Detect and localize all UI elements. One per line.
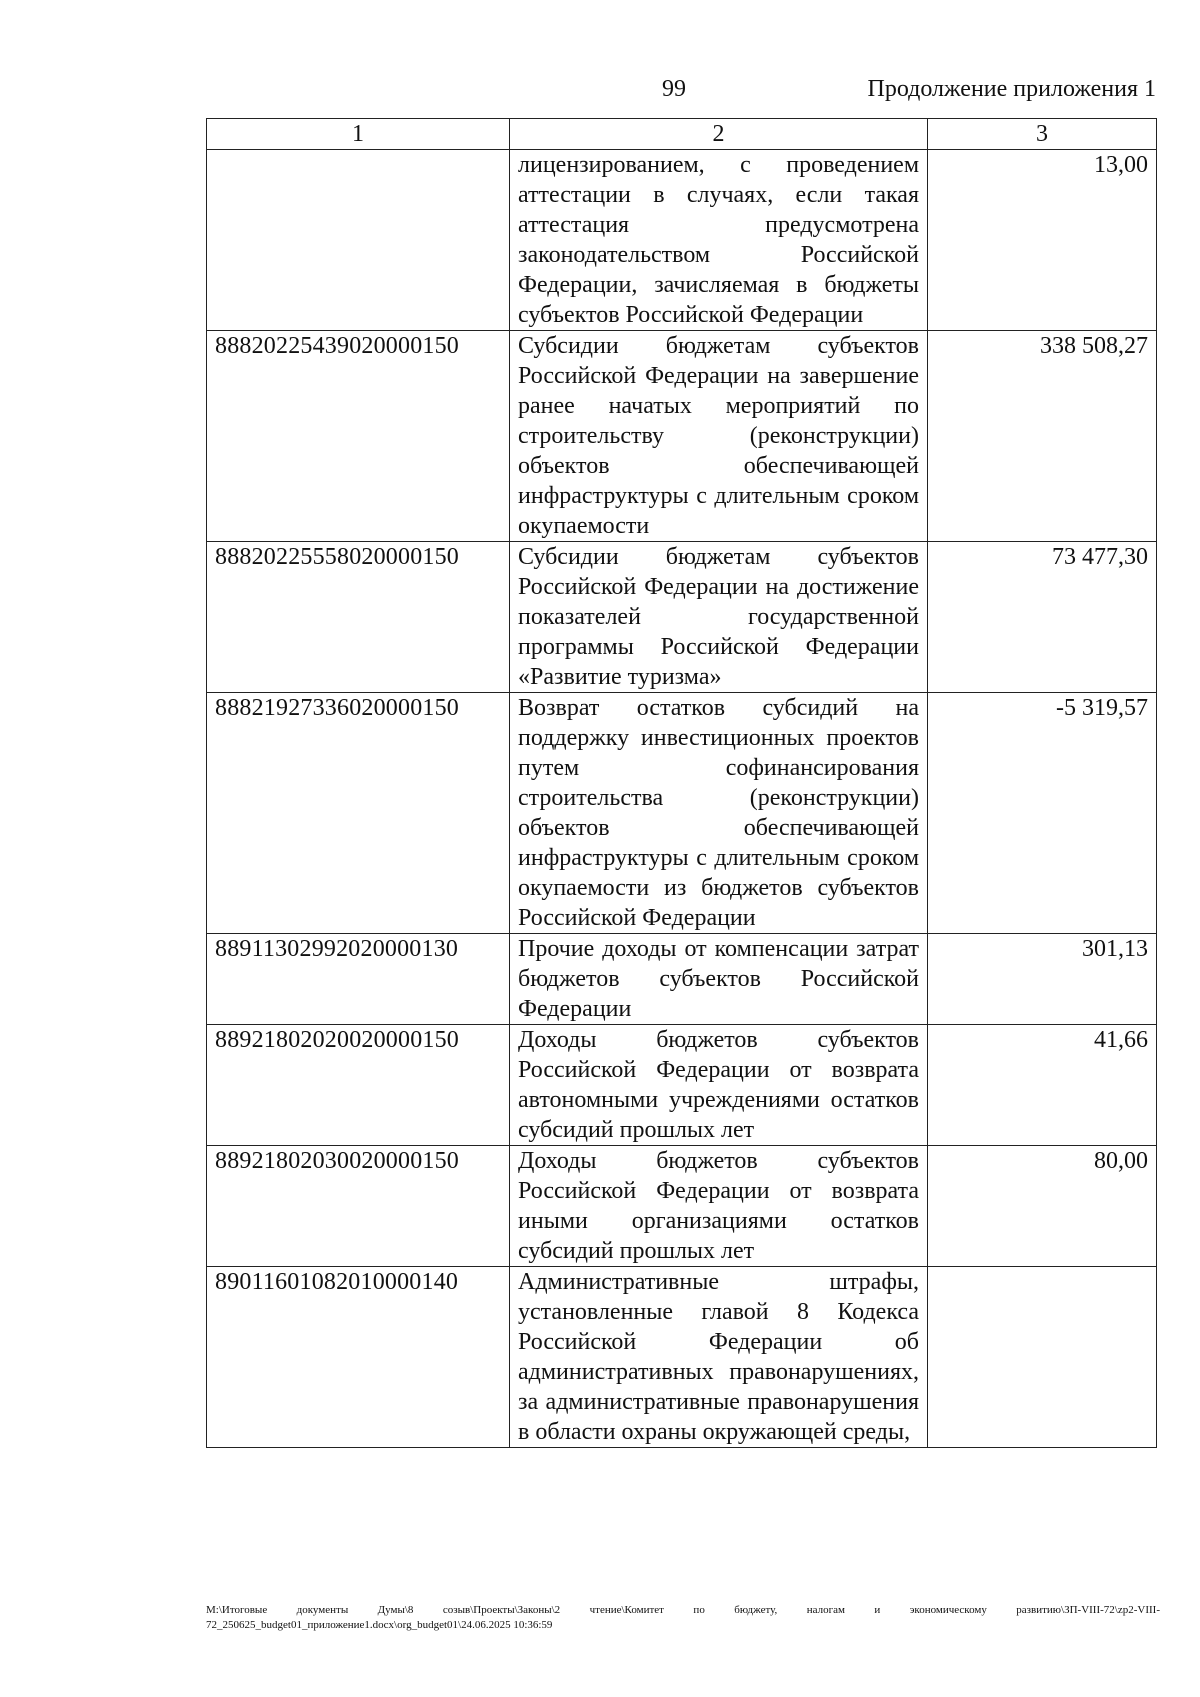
page-number: 99 bbox=[662, 76, 686, 102]
amount: -5 319,57 bbox=[928, 693, 1157, 934]
budget-code: 88820225558020000150 bbox=[207, 542, 510, 693]
table-row bbox=[207, 1025, 1157, 1146]
description: Административные штрафы, установленные главой 8 Кодекса Российской Федерации об административных правонарушениях, за административные правонарушения в области охраны окружающей среды, bbox=[510, 1267, 928, 1448]
amount: 13,00 bbox=[928, 150, 1157, 331]
amount: 41,66 bbox=[928, 1025, 1157, 1146]
budget-code: 88911302992020000130 bbox=[207, 934, 510, 1025]
table-row bbox=[207, 150, 1157, 331]
description: лицензированием, с проведением аттестации в случаях, если такая аттестация предусмотрена законодательством Российской Федерации, зачисляемая в бюджеты субъектов Российской Федерации bbox=[510, 150, 928, 331]
table-row bbox=[207, 1267, 1157, 1448]
budget-code: 88921802020020000150 bbox=[207, 1025, 510, 1146]
column-header: 2 bbox=[510, 119, 928, 150]
table-row bbox=[207, 1146, 1157, 1267]
amount: 301,13 bbox=[928, 934, 1157, 1025]
description: Доходы бюджетов субъектов Российской Федерации от возврата иными организациями остатков субсидий прошлых лет bbox=[510, 1146, 928, 1267]
description: Субсидии бюджетам субъектов Российской Федерации на завершение ранее начатых мероприятий по строительству (реконструкции) объектов обеспечивающей инфраструктуры с длительным сроком окупаемости bbox=[510, 331, 928, 542]
budget-code: 88821927336020000150 bbox=[207, 693, 510, 934]
budget-code bbox=[207, 150, 510, 331]
budget-table bbox=[206, 118, 1157, 1448]
description: Субсидии бюджетам субъектов Российской Федерации на достижение показателей государственной программы Российской Федерации «Развитие туризма» bbox=[510, 542, 928, 693]
description: Доходы бюджетов субъектов Российской Федерации от возврата автономными учреждениями остатков субсидий прошлых лет bbox=[510, 1025, 928, 1146]
table-row bbox=[207, 542, 1157, 693]
table-row bbox=[207, 934, 1157, 1025]
table-row bbox=[207, 693, 1157, 934]
budget-code: 89011601082010000140 bbox=[207, 1267, 510, 1448]
amount: 338 508,27 bbox=[928, 331, 1157, 542]
budget-code: 88820225439020000150 bbox=[207, 331, 510, 542]
description: Прочие доходы от компенсации затрат бюджетов субъектов Российской Федерации bbox=[510, 934, 928, 1025]
budget-code: 88921802030020000150 bbox=[207, 1146, 510, 1267]
column-header: 1 bbox=[207, 119, 510, 150]
amount bbox=[928, 1267, 1157, 1448]
description: Возврат остатков субсидий на поддержку инвестиционных проектов путем софинансирования строительства (реконструкции) объектов обеспечивающей инфраструктуры с длительным сроком окупаемости из бюджетов субъектов Российской Федерации bbox=[510, 693, 928, 934]
amount: 73 477,30 bbox=[928, 542, 1157, 693]
amount: 80,00 bbox=[928, 1146, 1157, 1267]
table-row bbox=[207, 331, 1157, 542]
column-header: 3 bbox=[928, 119, 1157, 150]
continuation-label: Продолжение приложения 1 bbox=[867, 76, 1156, 102]
table-header-row bbox=[207, 119, 1157, 150]
file-path-footer: M:\Итоговые документы Думы\8 созыв\Проекты\Законы\2 чтение\Комитет по бюджету, налогам и экономическому развитию\ЗП-VIII-72\zp2-VIII-72_250625_budget01_приложение1.docx\org_budget01\24.06.2025 10:36:59 bbox=[206, 1604, 1160, 1631]
